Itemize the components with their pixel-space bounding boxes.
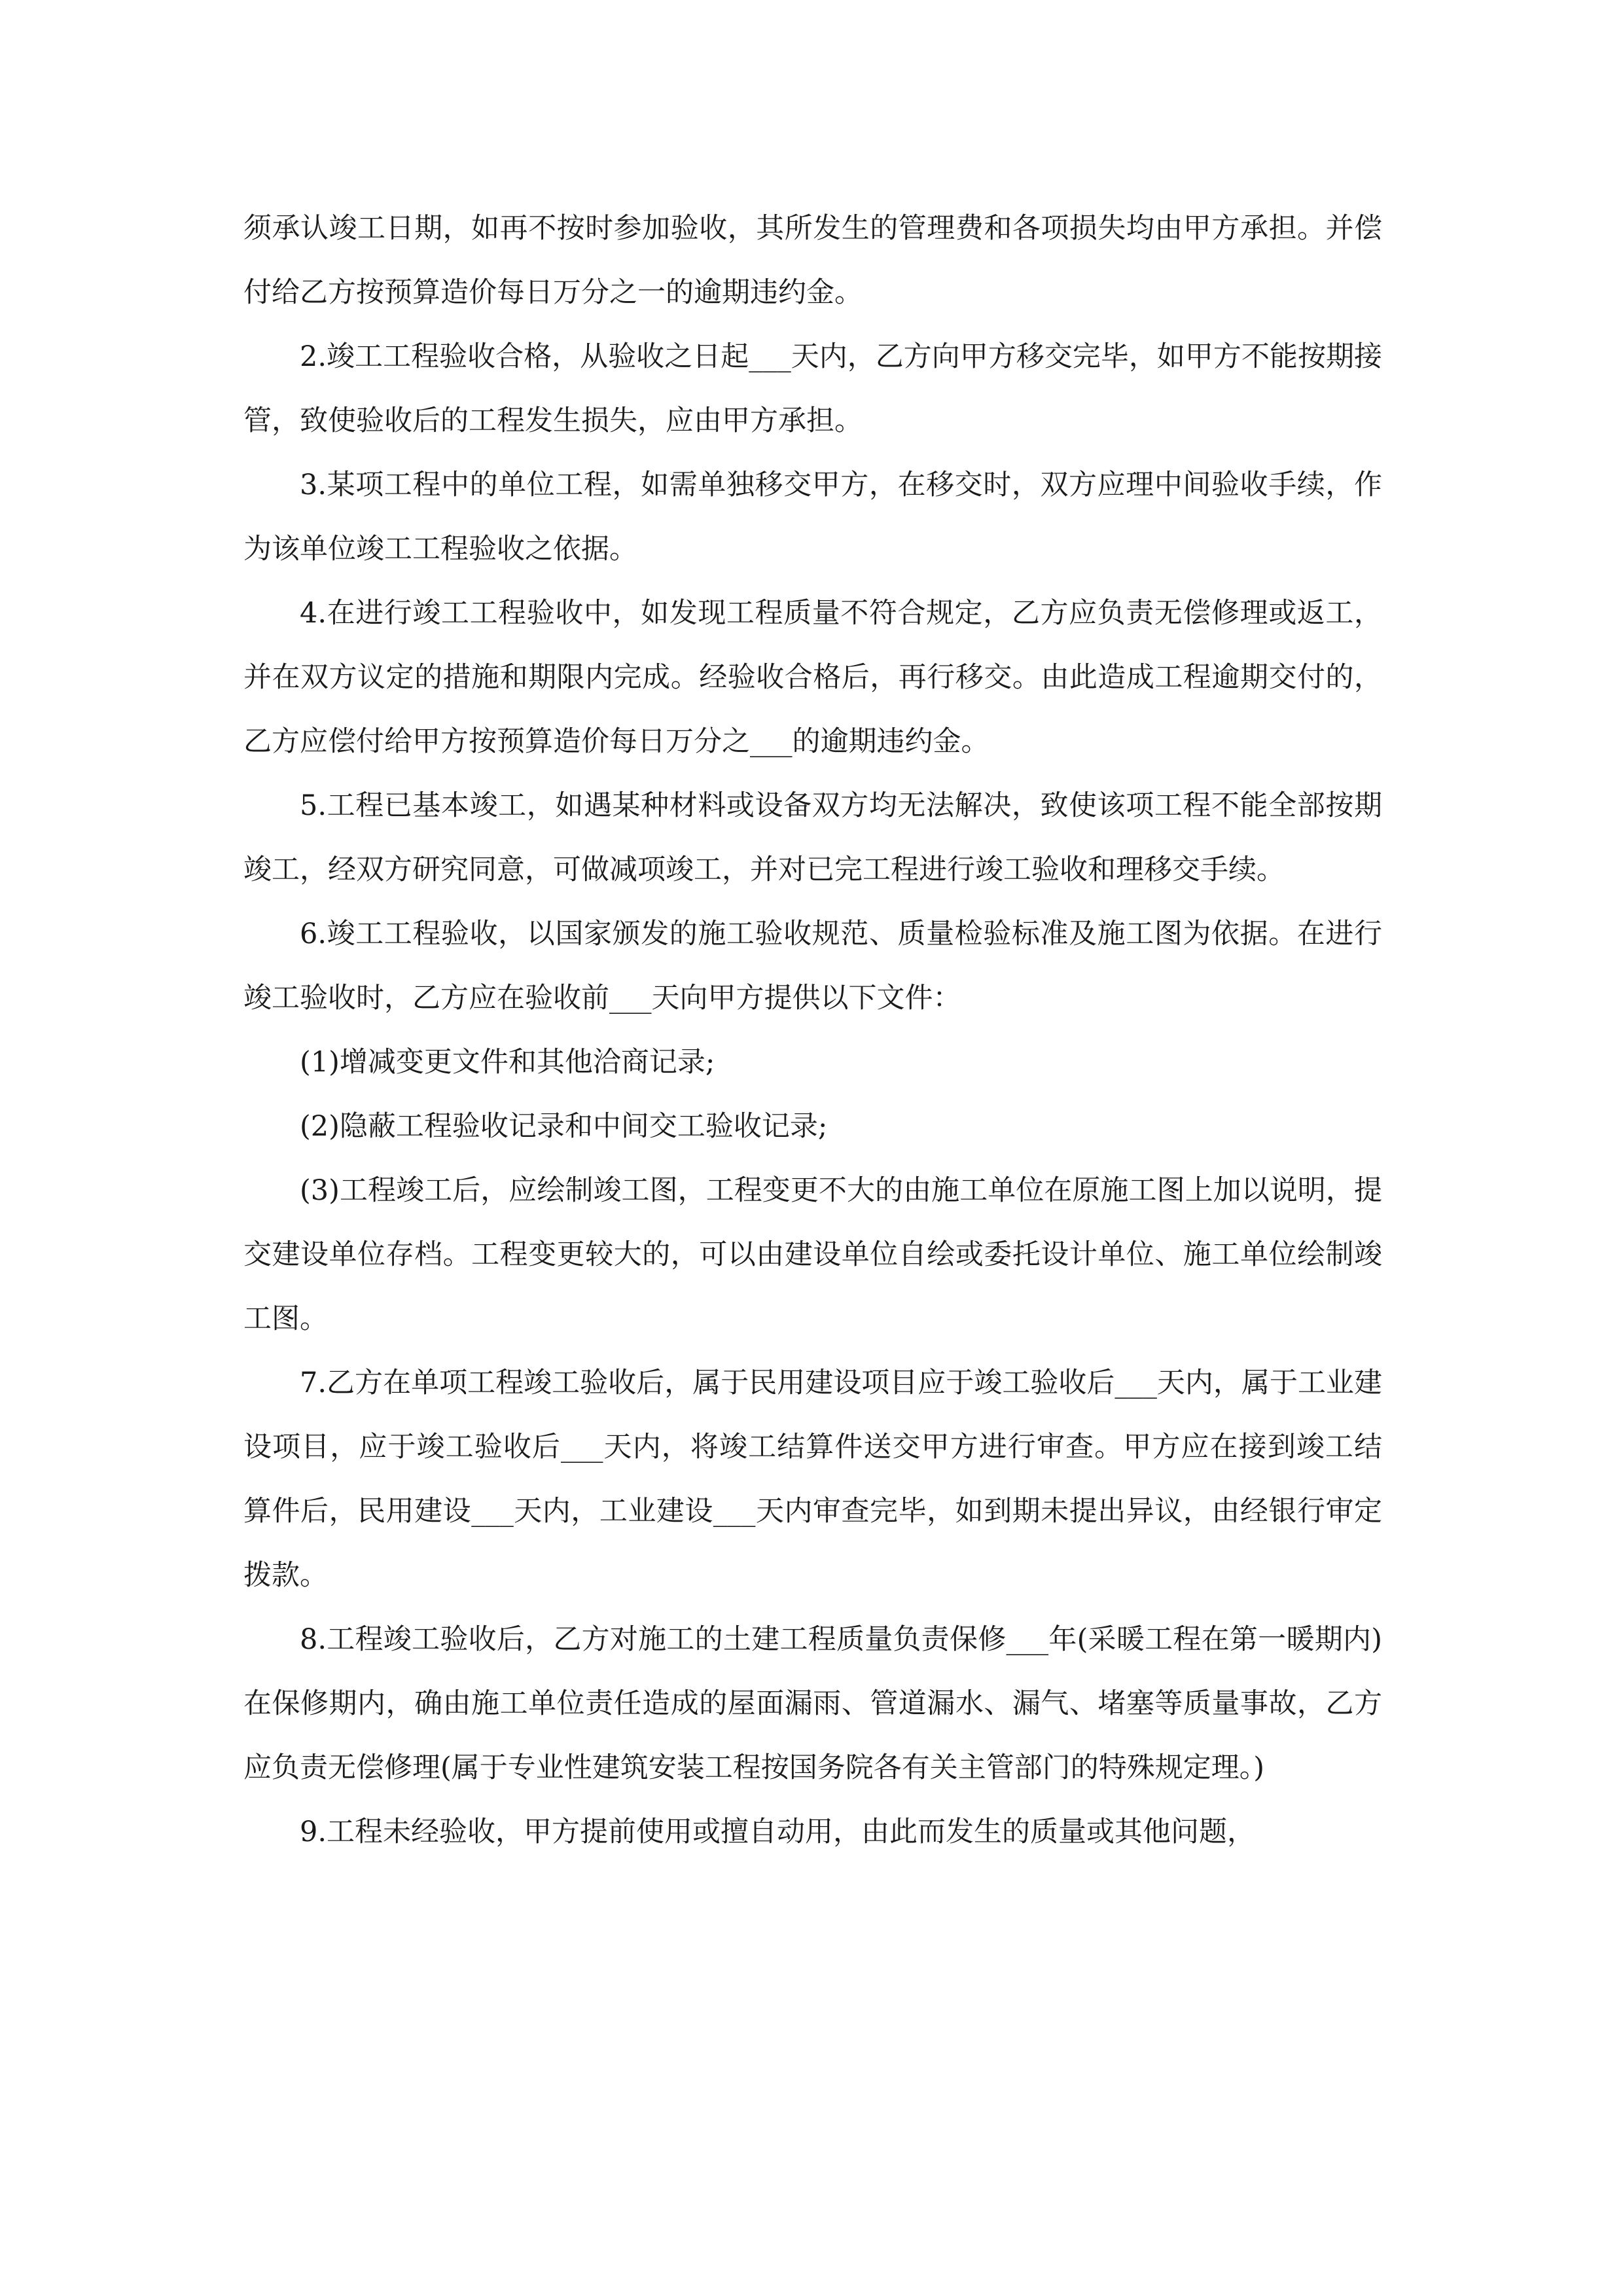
clause-6-item-1: (1)增减变更文件和其他洽商记录; — [300, 1046, 715, 1079]
clause-7: 7.乙方在单项工程竣工验收后，属于民用建设项目应于竣工验收后___天内，属于工业建设项目，应于竣工验收后___天内，将竣工结算件送交甲方进行审查。甲方应在接到竣工结算件后，民用建设___天内，工业建设___天内审查完毕，如到期未提出异议，由经银行审定拨款。 — [243, 1367, 1382, 1592]
document-body — [243, 196, 1382, 1864]
clause-6: 6.竣工工程验收，以国家颁发的施工验收规范、质量检验标准及施工图为依据。在进行竣工验收时，乙方应在验收前___天向甲方提供以下文件： — [243, 918, 1382, 1014]
clause-6-item-2: (2)隐蔽工程验收记录和中间交工验收记录; — [300, 1110, 828, 1143]
clause-2: 2.竣工工程验收合格，从验收之日起___天内，乙方向甲方移交完毕，如甲方不能按期接管，致使验收后的工程发生损失，应由甲方承担。 — [243, 340, 1382, 437]
clause-4: 4.在进行竣工工程验收中，如发现工程质量不符合规定，乙方应负责无偿修理或返工，并在双方议定的措施和期限内完成。经验收合格后，再行移交。由此造成工程逾期交付的，乙方应偿付给甲方按预算造价每日万分之___的逾期违约金。 — [243, 597, 1382, 758]
clause-8: 8.工程竣工验收后，乙方对施工的土建工程质量负责保修___年(采暖工程在第一暖期内)在保修期内，确由施工单位责任造成的屋面漏雨、管道漏水、漏气、堵塞等质量事故，乙方应负责无偿修理(属于专业性建筑安装工程按国务院各有关主管部门的特殊规定理。) — [243, 1623, 1382, 1784]
paragraph-continuation: 须承认竣工日期，如再不按时参加验收，其所发生的管理费和各项损失均由甲方承担。并偿付给乙方按预算造价每日万分之一的逾期违约金。 — [243, 212, 1382, 309]
clause-6-item-3: (3)工程竣工后，应绘制竣工图，工程变更不大的由施工单位在原施工图上加以说明，提交建设单位存档。工程变更较大的，可以由建设单位自绘或委托设计单位、施工单位绘制竣工图。 — [243, 1174, 1382, 1335]
clause-5: 5.工程已基本竣工，如遇某种材料或设备双方均无法解决，致使该项工程不能全部按期竣工，经双方研究同意，可做减项竣工，并对已完工程进行竣工验收和理移交手续。 — [243, 789, 1382, 886]
clause-3: 3.某项工程中的单位工程，如需单独移交甲方，在移交时，双方应理中间验收手续，作为该单位竣工工程验收之依据。 — [243, 469, 1382, 565]
clause-9: 9.工程未经验收，甲方提前使用或擅自动用，由此而发生的质量或其他问题， — [300, 1816, 1256, 1848]
